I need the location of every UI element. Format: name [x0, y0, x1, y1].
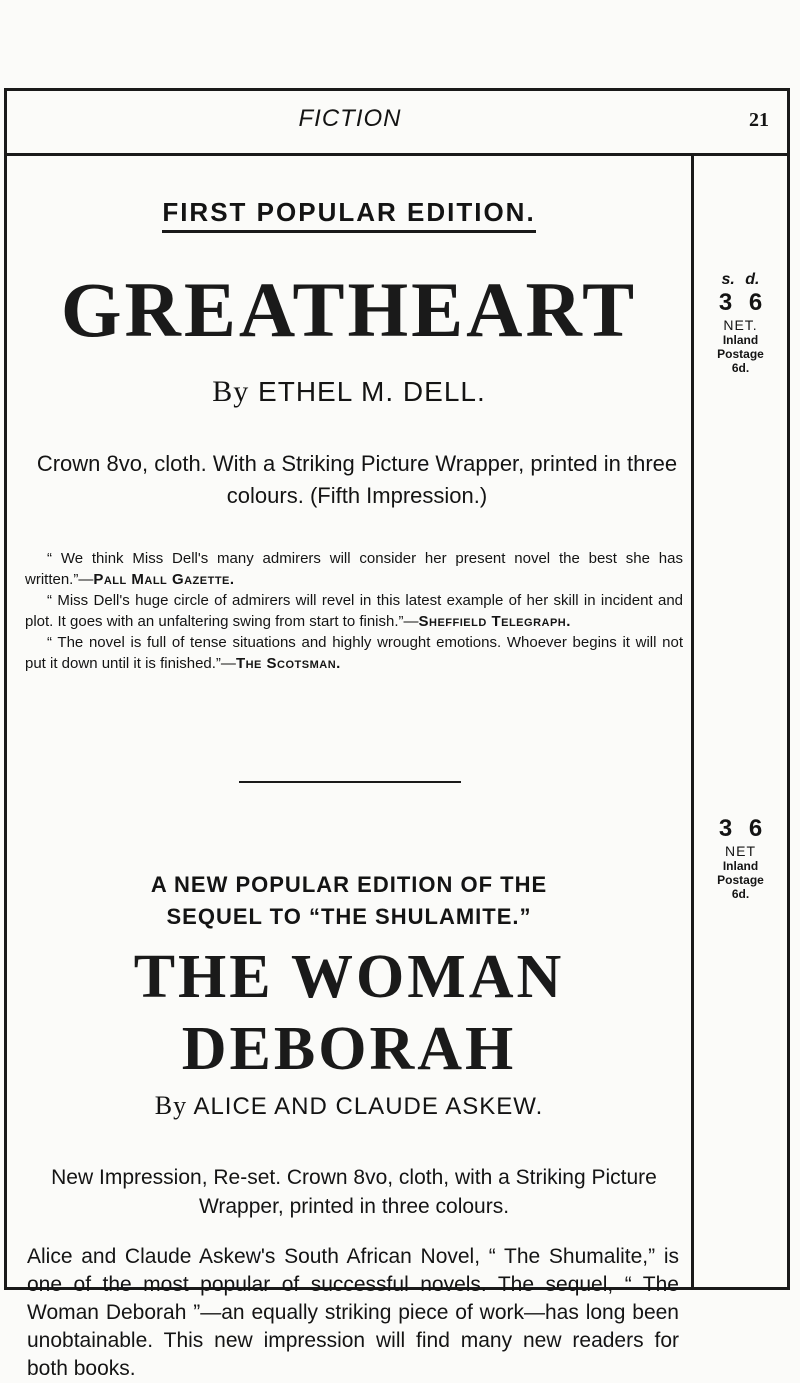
quote-text: “ We think Miss Dell's many admirers will consider her present novel the best she has written.”—: [25, 550, 683, 588]
review-quote: [25, 548, 683, 590]
price-inland: Inland: [722, 859, 759, 873]
author-prefix: By: [154, 1091, 188, 1120]
book-description-2: New Impression, Re-set. Crown 8vo, cloth, with a Striking Picture Wrapper, printed in three colours.: [51, 1166, 657, 1218]
book-title-woman-deborah: [7, 941, 691, 1085]
title-line: THE WOMAN: [133, 943, 565, 1011]
book-description: Crown 8vo, cloth. With a Striking Picture Wrapper, printed in three colours. (Fifth Impression.): [36, 451, 678, 508]
quote-source: Sheffield Telegraph.: [418, 613, 571, 630]
title-line: DEBORAH: [181, 1015, 517, 1083]
price-column: [694, 153, 787, 1287]
edition-heading-text: FIRST POPULAR EDITION.: [162, 197, 535, 233]
book-blurb: Alice and Claude Askew's South African Novel, “ The Shumalite,” is one of the most popular of successful novels. The sequel, “ The Woman Deborah ”—an equally striking piece of work—has long been unobtainable. This new impression will find many new readers for both books.: [27, 1245, 679, 1380]
page-number: 21: [749, 109, 769, 131]
price-amount: 3 6: [718, 815, 763, 842]
price-postage: Postage: [717, 873, 764, 887]
edition-heading: [7, 197, 691, 233]
price-net: NET.: [723, 317, 758, 333]
review-quote: [25, 590, 683, 632]
section-divider-rule: [239, 781, 461, 783]
quote-source: The Scotsman.: [235, 655, 341, 672]
price-net: NET: [725, 843, 756, 859]
author-line: [7, 375, 691, 409]
price-block-woman-deborah: [694, 815, 787, 901]
price-postage: Postage: [717, 347, 764, 361]
author-prefix: By: [212, 375, 250, 408]
author-name: ETHEL M. DELL.: [258, 376, 486, 407]
page-header: [7, 91, 787, 156]
quote-text: “ The novel is full of tense situations and highly wrought emotions. Whoever begins it will not put it down until it is finished.”—: [25, 634, 683, 672]
quote-source: Pall Mall Gazette.: [93, 571, 235, 588]
price-inland: Inland: [722, 333, 759, 347]
heading-line: A NEW POPULAR EDITION OF THE: [150, 872, 548, 897]
book-title-greatheart: GREATHEART: [60, 266, 638, 353]
page-frame: [4, 88, 790, 1380]
main-column: [7, 153, 691, 1380]
review-quote: [25, 632, 683, 674]
quote-text: “ Miss Dell's huge circle of admirers will revel in this latest example of her skill in incident and plot. It goes with an unfaltering swing from start to finish.”—: [25, 592, 683, 630]
section-title: FICTION: [298, 105, 402, 132]
edition-heading-2: [7, 869, 691, 933]
price-postage-amount: 6d.: [731, 887, 750, 901]
price-block-greatheart: [694, 271, 787, 375]
price-postage-amount: 6d.: [731, 361, 750, 375]
price-amount: 3 6: [718, 289, 763, 316]
review-quotes: [25, 548, 683, 674]
price-units: s. d.: [721, 271, 760, 288]
author-name: ALICE AND CLAUDE ASKEW.: [193, 1093, 544, 1120]
author-line-2: [7, 1091, 691, 1121]
heading-line: SEQUEL TO “THE SHULAMITE.”: [166, 904, 532, 929]
